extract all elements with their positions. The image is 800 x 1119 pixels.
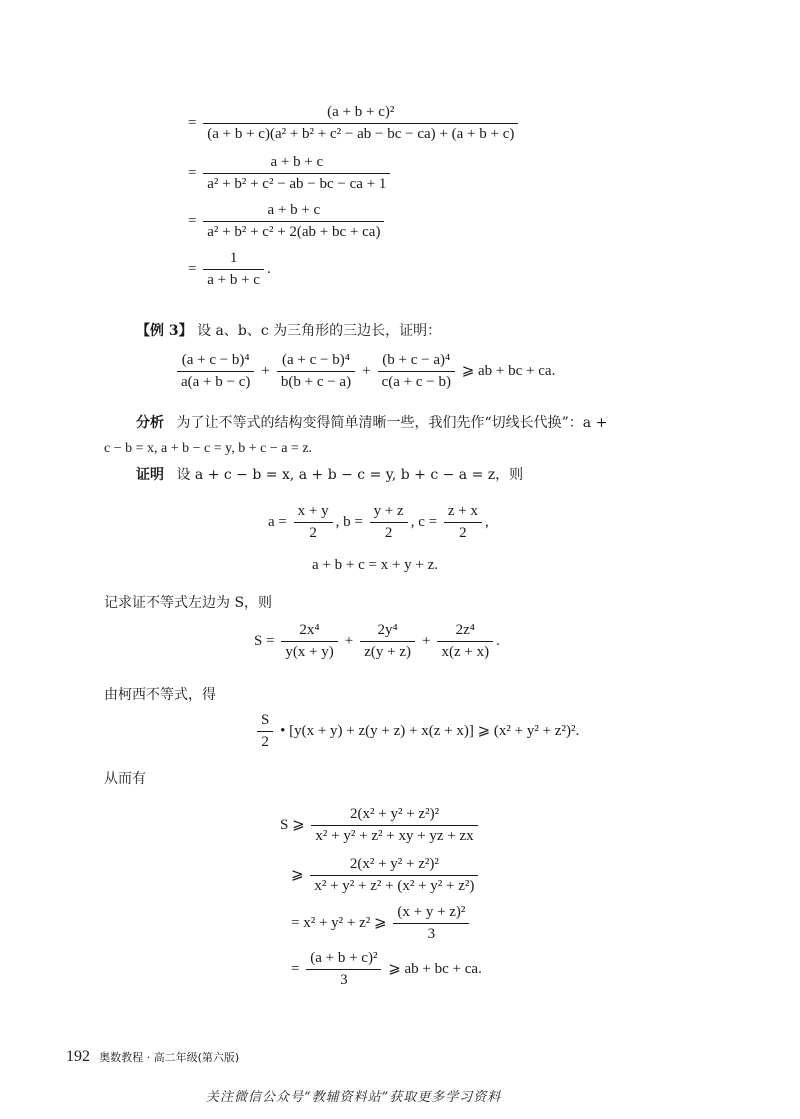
denominator: (a + b + c)(a² + b² + c² − ab − bc − ca) + (a + b + c) [207,126,515,142]
denominator: 2 [459,525,467,541]
period: . [496,632,500,649]
fraction [306,950,381,989]
page-number: 192 [66,1048,90,1065]
chain-line-3 [291,904,472,943]
numerator: (x + y + z)² [393,904,469,924]
denominator: a(a + b − c) [181,374,251,390]
denominator: 3 [427,926,436,942]
denominator: a² + b² + c² + 2(ab + bc + ca) [207,224,381,240]
fraction [378,352,455,391]
fraction [203,250,264,289]
fraction [177,352,254,391]
cauchy-text: 由柯西不等式，得 [104,687,216,703]
fraction [360,622,415,661]
fraction [311,806,477,845]
numerator: (a + b + c)² [203,104,518,124]
numerator: z + x [444,503,482,523]
analysis-text: 为了让不等式的结构变得简单清晰一些，我们先作“切线长代换”：a + [176,415,608,431]
chain-line-1 [280,806,481,845]
denominator: x² + y² + z² + xy + yz + zx [315,828,474,844]
numerator: 2y⁴ [360,622,415,642]
chain-lhs: S ⩾ [280,816,305,833]
numerator: 2x⁴ [281,622,337,642]
chain-lhs: = [291,960,300,977]
cauchy-inequality [254,712,579,751]
example-label: 【例 3】 [136,323,193,339]
fraction [437,622,493,661]
b-lhs: , b = [335,513,363,530]
substitution-line [268,503,489,542]
denominator: y(x + y) [285,644,334,660]
denominator: 2 [384,525,393,541]
numerator: a + b + c [203,154,390,174]
a-lhs: a = [268,513,287,530]
plus-sign: + [261,362,270,379]
numerator: 1 [203,250,264,270]
example-inequality [174,352,555,391]
sum-equation: a + b + c = x + y + z. [312,557,439,573]
numerator: 2(x² + y² + z²)² [310,856,478,876]
equals-sign: = [188,212,197,229]
fraction [203,104,518,143]
equals-sign: = [188,164,197,181]
comma: , [484,513,489,530]
chain-lhs: = x² + y² + z² ⩾ [291,914,387,931]
denominator: c(a + c − b) [381,374,451,390]
denominator: a + b + c [207,272,260,288]
proof-text: 设 a + c − b = x, a + b − c = y, b + c − a = z，则 [176,467,524,483]
numerator: (a + b + c)² [306,950,381,970]
inequality-rhs: ⩾ ab + bc + ca. [461,362,556,379]
numerator: (b + c − a)⁴ [378,352,455,372]
fraction [294,503,333,542]
numerator: (a + c − b)⁴ [277,352,355,372]
numerator: 2z⁴ [437,622,493,642]
equals-sign: = [188,260,197,277]
s-definition [254,622,500,661]
analysis-label: 分析 [136,415,164,431]
fraction [257,712,273,751]
analysis-line-2 [104,438,312,460]
fraction [370,503,408,542]
chain-lhs: ⩾ [291,866,304,883]
plus-sign: + [344,632,354,649]
fraction [281,622,337,661]
equals-sign: = [188,114,197,131]
fraction [277,352,355,391]
derivation-line-2 [188,154,393,193]
chain-line-4 [291,950,482,989]
page-footer [66,1046,239,1066]
example-text: 设 a、b、c 为三角形的三边长，证明： [197,323,442,339]
cauchy-line [104,684,216,706]
plus-sign: + [422,632,431,649]
chain-rest: ⩾ ab + bc + ca. [388,960,482,977]
denominator: 3 [340,972,348,988]
fraction [444,503,482,542]
book-title: 奥数教程 · 高二年级(第六版) [99,1051,240,1064]
numerator: (a + c − b)⁴ [177,352,254,372]
sum-line [312,557,438,574]
watermark: 关注微信公众号“教辅资料站”获取更多学习资料 [206,1090,502,1105]
derivation-line-1 [188,104,521,143]
fraction [203,202,384,241]
denominator: 2 [309,525,317,541]
thus-line [104,768,146,790]
denominator: x² + y² + z² + (x² + y² + z²) [314,878,475,894]
cauchy-rest: • [y(x + y) + z(y + z) + x(z + x)] ⩾ (x² + y² + z²)². [280,722,580,739]
proof-label: 证明 [136,467,164,483]
numerator: x + y [294,503,333,523]
analysis-text-continued: c − b = x, a + b − c = y, b + c − a = z. [104,441,313,456]
numerator: a + b + c [203,202,384,222]
plus-sign: + [362,362,371,379]
fraction [310,856,478,895]
fraction [203,154,390,193]
record-line [104,592,272,614]
example-heading [136,320,441,342]
numerator: y + z [370,503,408,523]
denominator: a² + b² + c² − ab − bc − ca + 1 [207,176,387,192]
watermark-text [206,1086,501,1105]
numerator: 2(x² + y² + z²)² [311,806,477,826]
thus-text: 从而有 [104,771,146,787]
denominator: b(b + c − a) [280,374,352,390]
numerator: S [257,712,273,732]
chain-line-2 [291,856,481,895]
denominator: x(z + x) [441,644,490,660]
derivation-line-4 [188,250,271,289]
denominator: 2 [261,734,269,750]
c-lhs: , c = [410,513,438,530]
s-lhs: S = [254,632,275,649]
fraction [393,904,469,943]
analysis-line-1 [136,412,607,434]
derivation-line-3 [188,202,387,241]
period: . [266,260,271,277]
record-text: 记求证不等式左边为 S，则 [104,595,273,611]
denominator: z(y + z) [364,644,411,660]
proof-line-1 [136,464,523,486]
